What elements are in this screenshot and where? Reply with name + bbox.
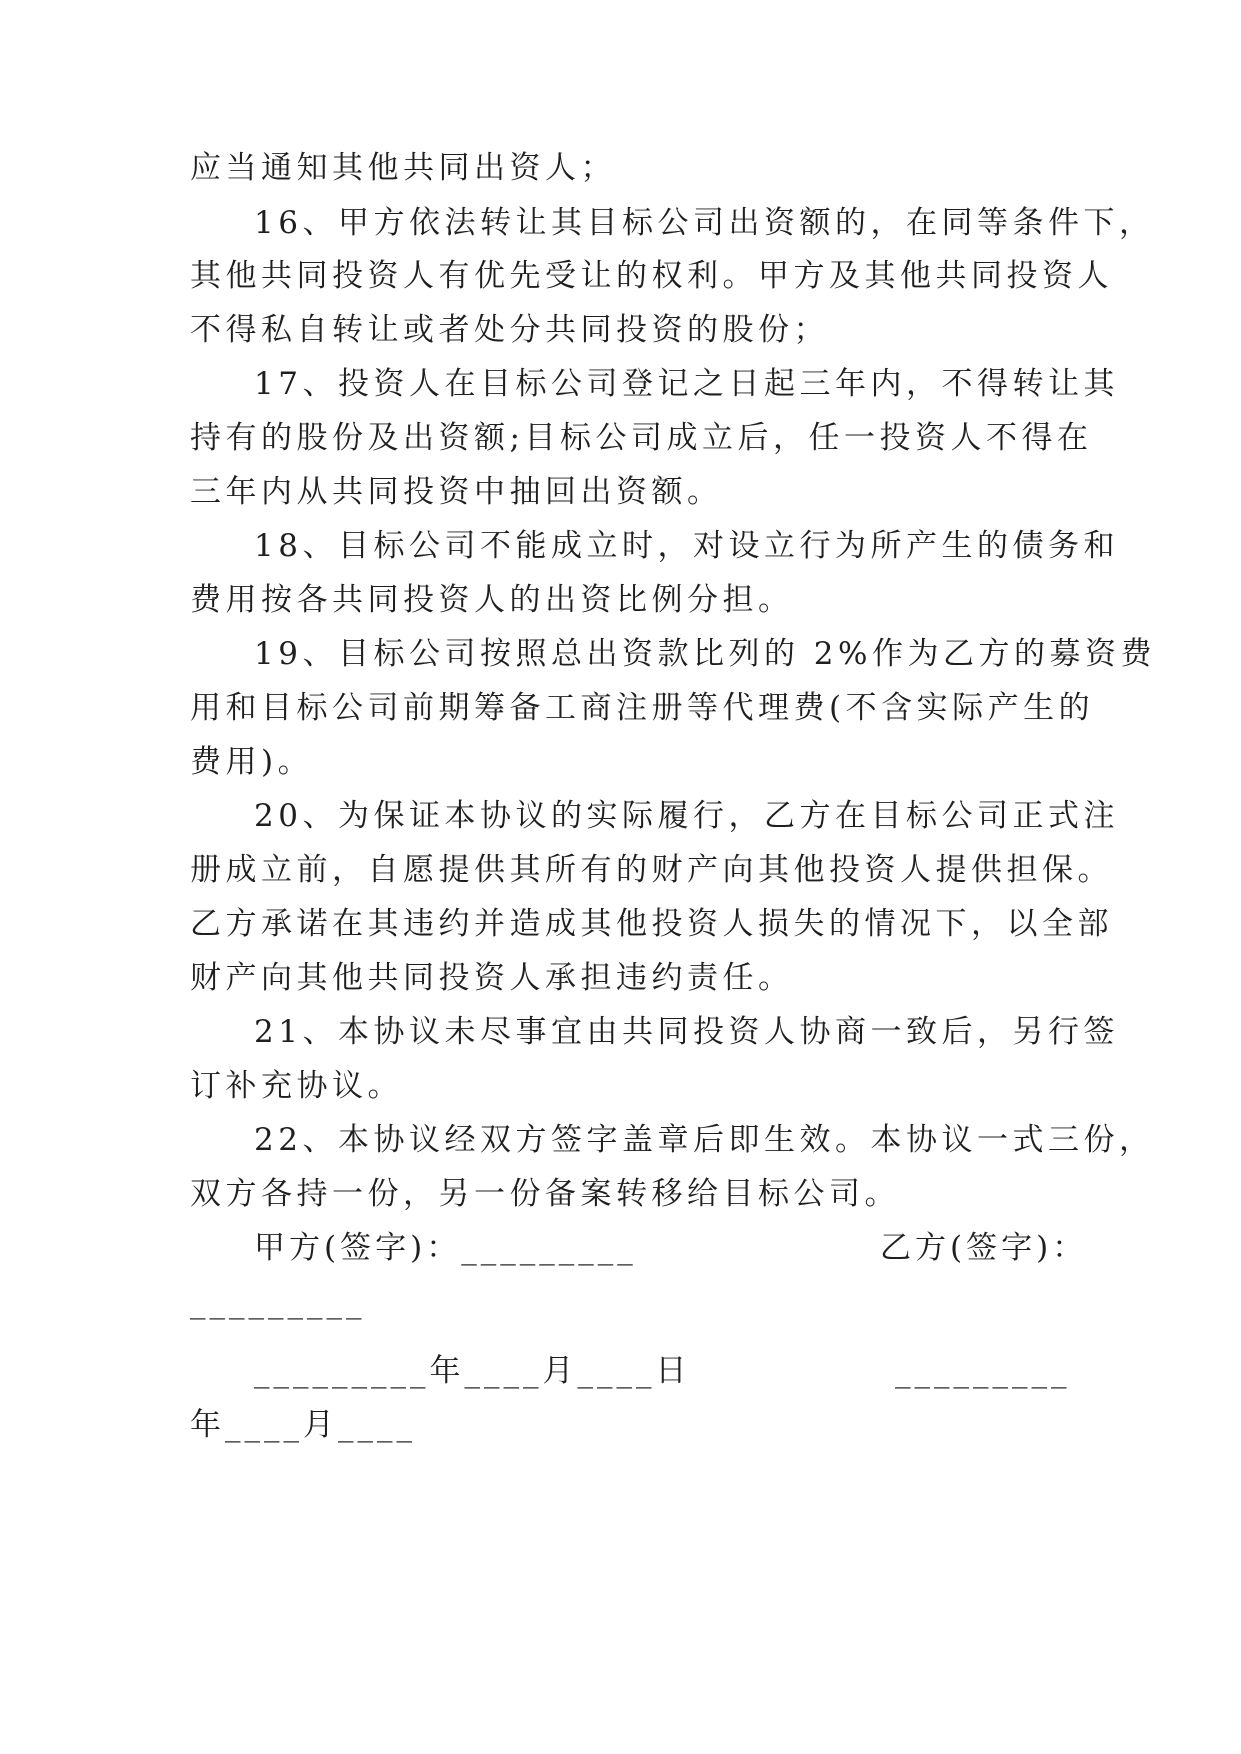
- paragraph-line: 订补充协议。: [190, 1068, 403, 1104]
- paragraph-line: 乙方承诺在其违约并造成其他投资人损失的情况下，以全部: [190, 906, 1113, 942]
- paragraph-line: 双方各持一份，另一份备案转移给目标公司。: [190, 1176, 900, 1212]
- paragraph-line: 册成立前，自愿提供其所有的财产向其他投资人提供担保。: [190, 852, 1113, 888]
- paragraph-line: 不得私自转让或者处分共同投资的股份；: [190, 312, 829, 348]
- party-b-date-blank: _________: [895, 1353, 1071, 1389]
- party-b-signature-blank: _________: [190, 1284, 366, 1320]
- paragraph-line: 三年内从共同投资中抽回出资额。: [190, 474, 723, 510]
- paragraph-line: 21、本协议未尽事宜由共同投资人协商一致后，另行签: [254, 1014, 1119, 1050]
- party-b-date: 年____月____: [190, 1407, 416, 1443]
- paragraph-line: 22、本协议经双方签字盖章后即生效。本协议一式三份，: [254, 1122, 1155, 1158]
- paragraph-line: 应当通知其他共同出资人；: [190, 150, 616, 186]
- paragraph-line: 16、甲方依法转让其目标公司出资额的，在同等条件下，: [254, 205, 1155, 241]
- paragraph-line: 18、目标公司不能成立时，对设立行为所产生的债务和: [254, 528, 1119, 564]
- party-b-signature: 乙方(签字)：: [880, 1230, 1088, 1266]
- paragraph-line: 其他共同投资人有优先受让的权利。甲方及其他共同投资人: [190, 258, 1113, 294]
- paragraph-line: 17、投资人在目标公司登记之日起三年内，不得转让其: [254, 366, 1119, 402]
- paragraph-line: 用和目标公司前期筹备工商注册等代理费(不含实际产生的: [190, 690, 1095, 726]
- party-a-date: _________年____月____日: [254, 1353, 691, 1389]
- party-a-signature: 甲方(签字)：_________: [254, 1230, 637, 1266]
- paragraph-line: 持有的股份及出资额;目标公司成立后，任一投资人不得在: [190, 420, 1093, 456]
- paragraph-line: 19、目标公司按照总出资款比列的 2%作为乙方的募资费: [254, 636, 1156, 672]
- paragraph-line: 费用)。: [190, 744, 314, 780]
- paragraph-line: 财产向其他共同投资人承担违约责任。: [190, 960, 794, 996]
- paragraph-line: 20、为保证本协议的实际履行，乙方在目标公司正式注: [254, 798, 1119, 834]
- paragraph-line: 费用按各共同投资人的出资比例分担。: [190, 582, 794, 618]
